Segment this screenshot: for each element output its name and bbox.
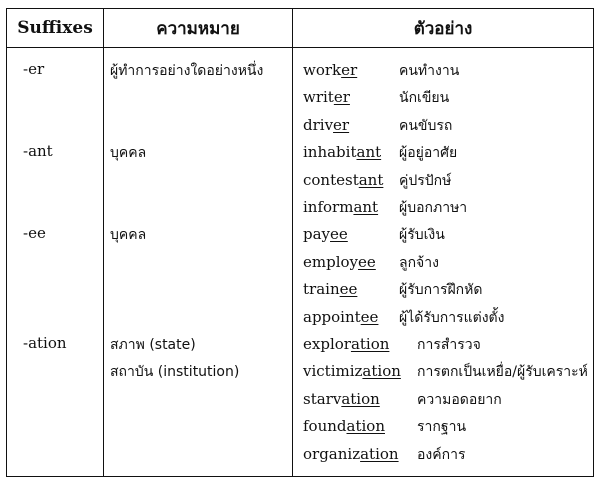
example-row (303, 334, 481, 356)
example-row (303, 279, 482, 301)
word-stem: train (303, 280, 340, 299)
example-row (303, 444, 465, 466)
word-stem: employ (303, 252, 359, 271)
word-suffix-underlined: ee (360, 307, 379, 326)
suffix-label: -ee (23, 224, 46, 243)
word-stem: driv (303, 115, 334, 134)
header-row (7, 9, 594, 48)
word-suffix-underlined: ant (358, 170, 384, 189)
example-translation: นักเขียน (399, 90, 450, 107)
suffix-label: -ation (23, 334, 67, 352)
word-suffix-underlined: er (333, 88, 350, 107)
example-word (303, 362, 411, 380)
example-word (303, 253, 393, 271)
suffix-table (6, 8, 594, 477)
example-translation: รากฐาน (417, 419, 467, 436)
word-suffix-underlined: ation (341, 389, 380, 408)
example-translation: คนขับรถ (399, 117, 453, 134)
word-suffix-underlined: ant (356, 143, 382, 162)
example-row (303, 416, 466, 438)
meaning-text: สภาพ (state) (110, 337, 196, 353)
examples-column (293, 48, 594, 477)
example-translation: ผู้บอกภาษา (399, 200, 468, 216)
example-translation: คนทำงาน (399, 63, 460, 79)
example-translation: ผู้อยู่อาศัย (399, 145, 458, 162)
word-stem: inform (303, 198, 354, 216)
word-stem: appoint (303, 307, 361, 326)
example-translation: ลูกจ้าง (399, 254, 439, 271)
word-suffix-underlined: ation (346, 417, 385, 436)
word-suffix-underlined: ee (339, 280, 358, 299)
example-translation: ผู้ได้รับการแต่งตั้ง (399, 309, 505, 326)
word-suffix-underlined: ation (360, 444, 399, 463)
example-word (303, 445, 411, 463)
example-row (303, 389, 502, 411)
example-translation: ผู้รับการฝึกหัด (399, 282, 483, 299)
meaning-text: บุคคล (110, 227, 147, 244)
example-word (303, 116, 393, 134)
word-stem: work (303, 61, 342, 79)
suffix-label: -ant (23, 142, 53, 161)
word-stem: pay (303, 225, 331, 244)
header-examples: ตัวอย่าง (293, 9, 594, 48)
example-row (303, 307, 504, 329)
word-suffix-underlined: ee (330, 225, 348, 244)
meaning-text: ผู้ทำการอย่างใดอย่างหนึ่ง (110, 63, 264, 79)
example-word (303, 143, 393, 161)
meaning-text: สถาบัน (institution) (110, 364, 240, 381)
example-translation: การตกเป็นเหยื่อ/ผู้รับเคราะห์ (417, 364, 588, 381)
example-row (303, 252, 439, 274)
example-row (303, 142, 457, 164)
word-suffix-underlined: ation (350, 335, 390, 353)
suffix-label: -er (23, 60, 45, 78)
example-word (303, 171, 393, 189)
word-stem: starv (303, 389, 342, 408)
header-suffixes: Suffixes (7, 9, 104, 48)
word-suffix-underlined: er (341, 61, 358, 79)
example-row (303, 361, 588, 383)
word-stem: explor (303, 335, 351, 353)
example-word (303, 88, 393, 106)
header-meaning: ความหมาย (104, 9, 293, 48)
word-stem: inhabit (303, 143, 357, 162)
example-translation: องค์การ (417, 446, 466, 463)
example-word (303, 308, 393, 326)
word-stem: found (303, 417, 347, 436)
example-row (303, 197, 467, 219)
word-stem: writ (303, 88, 334, 107)
example-word (303, 390, 411, 408)
example-row (303, 60, 459, 82)
meaning-text: บุคคล (110, 145, 147, 162)
word-suffix-underlined: ant (353, 198, 379, 216)
example-row (303, 170, 451, 192)
word-stem: organiz (303, 444, 361, 463)
example-translation: ผู้รับเงิน (399, 227, 445, 244)
suffix-column (7, 48, 104, 477)
word-suffix-underlined: ee (358, 252, 376, 271)
example-word (303, 225, 393, 243)
example-row (303, 87, 449, 109)
word-stem: victimiz (303, 362, 363, 381)
example-word (303, 280, 393, 298)
word-stem: contest (303, 170, 359, 189)
example-word (303, 417, 411, 435)
example-row (303, 224, 445, 246)
example-word (303, 335, 411, 353)
meaning-column (104, 48, 293, 477)
example-word (303, 61, 393, 79)
word-suffix-underlined: er (333, 115, 350, 134)
example-translation: คู่ปรปักษ์ (399, 172, 452, 189)
example-row (303, 115, 452, 137)
example-translation: ความอดอยาก (417, 391, 502, 408)
body-row (7, 48, 594, 477)
example-word (303, 198, 393, 216)
example-translation: การสำรวจ (417, 337, 481, 353)
word-suffix-underlined: ation (362, 362, 401, 381)
